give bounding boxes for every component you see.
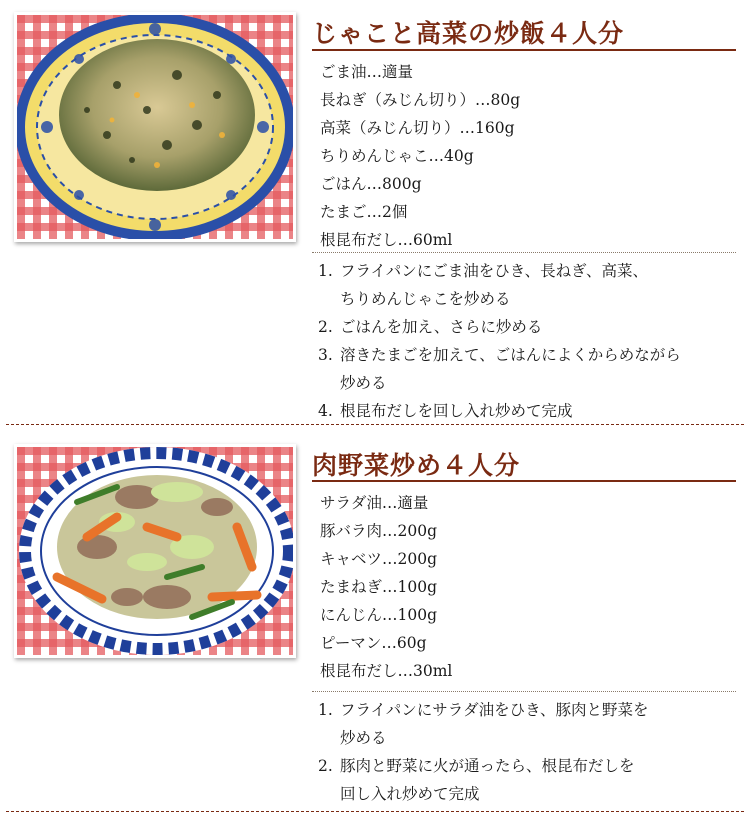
ingredient-item: 根昆布だし…60ml bbox=[320, 231, 453, 249]
stir-fry-image bbox=[17, 447, 293, 655]
ingredient-item: たまご…2個 bbox=[320, 203, 408, 221]
dotted-divider bbox=[312, 691, 736, 692]
title-underline bbox=[312, 480, 736, 482]
title-underline bbox=[312, 49, 736, 51]
step-text: 豚肉と野菜に火が通ったら、根昆布だしを 回し入れ炒めて完成 bbox=[340, 757, 635, 803]
ingredient-item: にんじん…100g bbox=[320, 606, 438, 624]
step-number: 1. bbox=[318, 701, 333, 719]
step-item bbox=[318, 752, 738, 808]
recipe-card-stir-fry bbox=[0, 430, 750, 815]
step-list bbox=[318, 696, 738, 808]
recipe-title: じゃこと高菜の炒飯４人分 bbox=[312, 19, 625, 48]
step-text: 根昆布だしを回し入れ炒めて完成 bbox=[340, 402, 573, 420]
step-item bbox=[318, 313, 738, 341]
ingredient-item: ごま油…適量 bbox=[320, 63, 414, 81]
step-text: 溶きたまごを加えて、ごはんによくからめながら 炒める bbox=[340, 346, 681, 392]
step-number: 3. bbox=[318, 346, 333, 364]
step-list bbox=[318, 257, 738, 425]
recipe-title: 肉野菜炒め４人分 bbox=[312, 451, 521, 480]
section-divider bbox=[6, 424, 744, 425]
ingredient-item: たまねぎ…100g bbox=[320, 578, 438, 596]
step-text: フライパンにごま油をひき、長ねぎ、高菜、 ちりめんじゃこを炒める bbox=[340, 262, 648, 308]
ingredient-list bbox=[320, 58, 520, 254]
step-number: 1. bbox=[318, 262, 333, 280]
dotted-divider bbox=[312, 252, 736, 253]
stir-fry-photo bbox=[14, 444, 296, 658]
step-text: ごはんを加え、さらに炒める bbox=[340, 318, 543, 336]
step-item bbox=[318, 257, 738, 313]
ingredient-item: サラダ油…適量 bbox=[320, 494, 429, 512]
ingredient-item: キャベツ…200g bbox=[320, 550, 438, 568]
section-divider bbox=[6, 811, 744, 812]
step-item bbox=[318, 696, 738, 752]
fried-rice-photo bbox=[14, 12, 296, 242]
step-item bbox=[318, 341, 738, 397]
ingredient-item: 長ねぎ（みじん切り）…80g bbox=[320, 91, 521, 109]
ingredient-item: ピーマン…60g bbox=[320, 634, 427, 652]
ingredient-item: 根昆布だし…30ml bbox=[320, 662, 453, 680]
ingredient-item: ごはん…800g bbox=[320, 175, 422, 193]
step-item bbox=[318, 397, 738, 425]
ingredient-item: ちりめんじゃこ…40g bbox=[320, 147, 474, 165]
step-number: 2. bbox=[318, 318, 333, 336]
ingredient-item: 豚バラ肉…200g bbox=[320, 522, 438, 540]
step-text: フライパンにサラダ油をひき、豚肉と野菜を 炒める bbox=[340, 701, 649, 747]
fried-rice-image bbox=[17, 15, 293, 239]
step-number: 4. bbox=[318, 402, 333, 420]
ingredient-item: 高菜（みじん切り）…160g bbox=[320, 119, 515, 137]
ingredient-list bbox=[320, 489, 452, 685]
step-number: 2. bbox=[318, 757, 333, 775]
